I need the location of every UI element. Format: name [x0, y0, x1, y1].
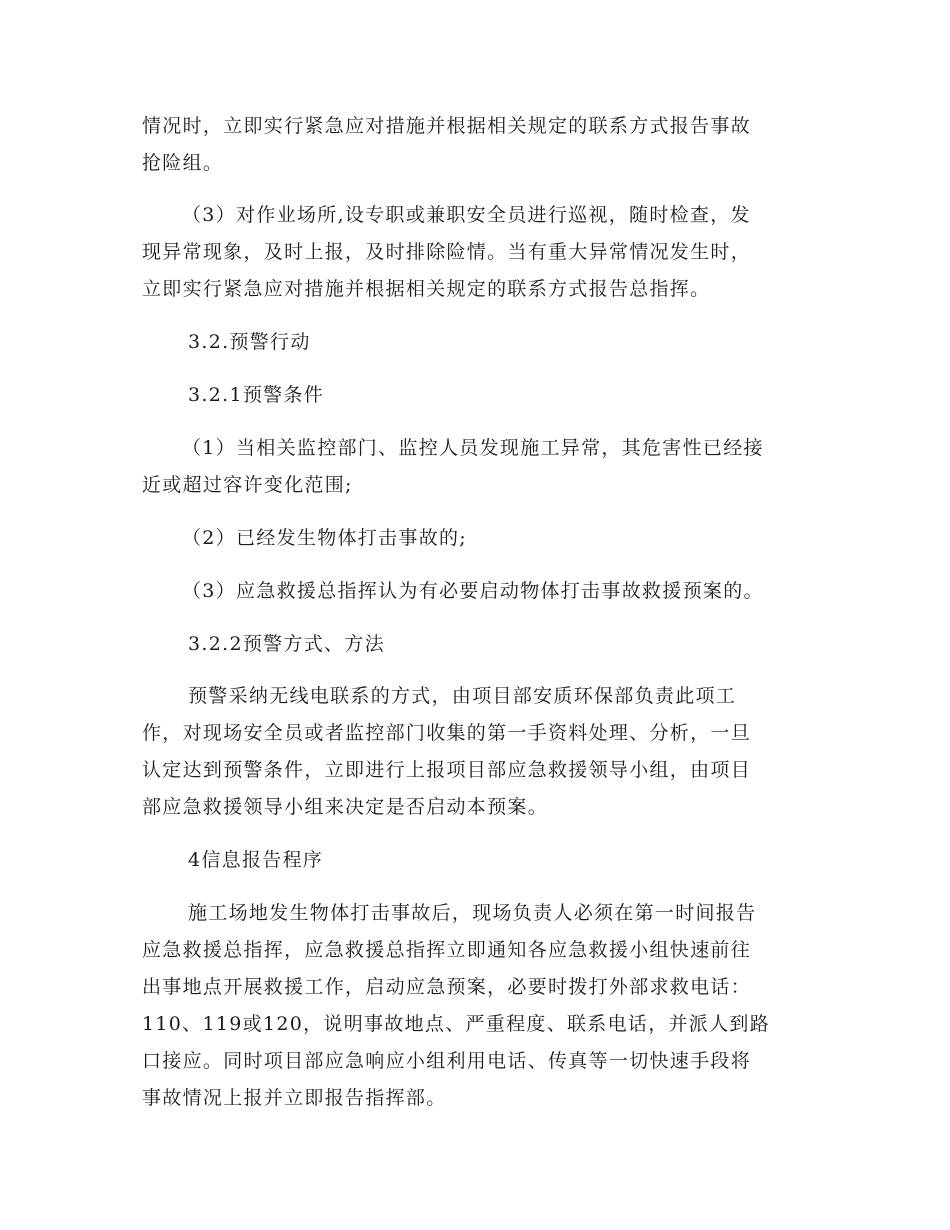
text-line-23: 事故情况上报并立即报告指挥部。: [142, 1087, 447, 1109]
text-line-1: 情况时，立即实行紧急应对措施并根据相关规定的联系方式报告事故: [142, 115, 752, 137]
text-line-4: 现异常现象，及时上报，及时排除险情。当有重大异常情况发生时，: [142, 241, 752, 263]
text-line-14: 作，对现场安全员或者监控部门收集的第一手资料处理、分析，一旦: [142, 722, 752, 744]
text-line-16: 部应急救援领导小组来决定是否启动本预案。: [142, 796, 549, 818]
section-heading-3-2: 3.2.预警行动: [188, 331, 311, 353]
text-line-13: 预警采纳无线电联系的方式，由项目部安质环保部负责此项工: [188, 685, 737, 707]
text-line-5: 立即实行紧急应对措施并根据相关规定的联系方式报告总指挥。: [142, 278, 711, 300]
text-line-10: （2）已经发生物体打击事故的;: [182, 527, 467, 549]
text-line-9: 近或超过容许变化范围;: [142, 474, 353, 496]
text-line-2: 抢险组。: [142, 152, 224, 174]
text-line-20: 出事地点开展救援工作，启动应急预案，必要时拨打外部求救电话：: [142, 976, 752, 998]
text-line-19: 应急救援总指挥，应急救援总指挥立即通知各应急救援小组快速前往: [142, 939, 752, 961]
section-heading-4: 4信息报告程序: [188, 849, 324, 871]
text-line-3: （3）对作业场所,设专职或兼职安全员进行巡视，随时检查，发: [182, 204, 751, 226]
section-heading-3-2-2: 3.2.2预警方式、方法: [188, 633, 385, 655]
text-line-15: 认定达到预警条件，立即进行上报项目部应急救援领导小组，由项目: [142, 759, 752, 781]
text-line-21: 110、119或120，说明事故地点、严重程度、联系电话，并派人到路: [142, 1013, 770, 1035]
text-line-18: 施工场地发生物体打击事故后，现场负责人必须在第一时间报告: [188, 902, 757, 924]
text-line-11: （3）应急救援总指挥认为有必要启动物体打击事故救援预案的。: [182, 580, 764, 602]
section-heading-3-2-1: 3.2.1预警条件: [188, 384, 325, 406]
text-line-8: （1）当相关监控部门、监控人员发现施工异常，其危害性已经接: [182, 437, 764, 459]
text-line-22: 口接应。同时项目部应急响应小组利用电话、传真等一切快速手段将: [142, 1050, 752, 1072]
